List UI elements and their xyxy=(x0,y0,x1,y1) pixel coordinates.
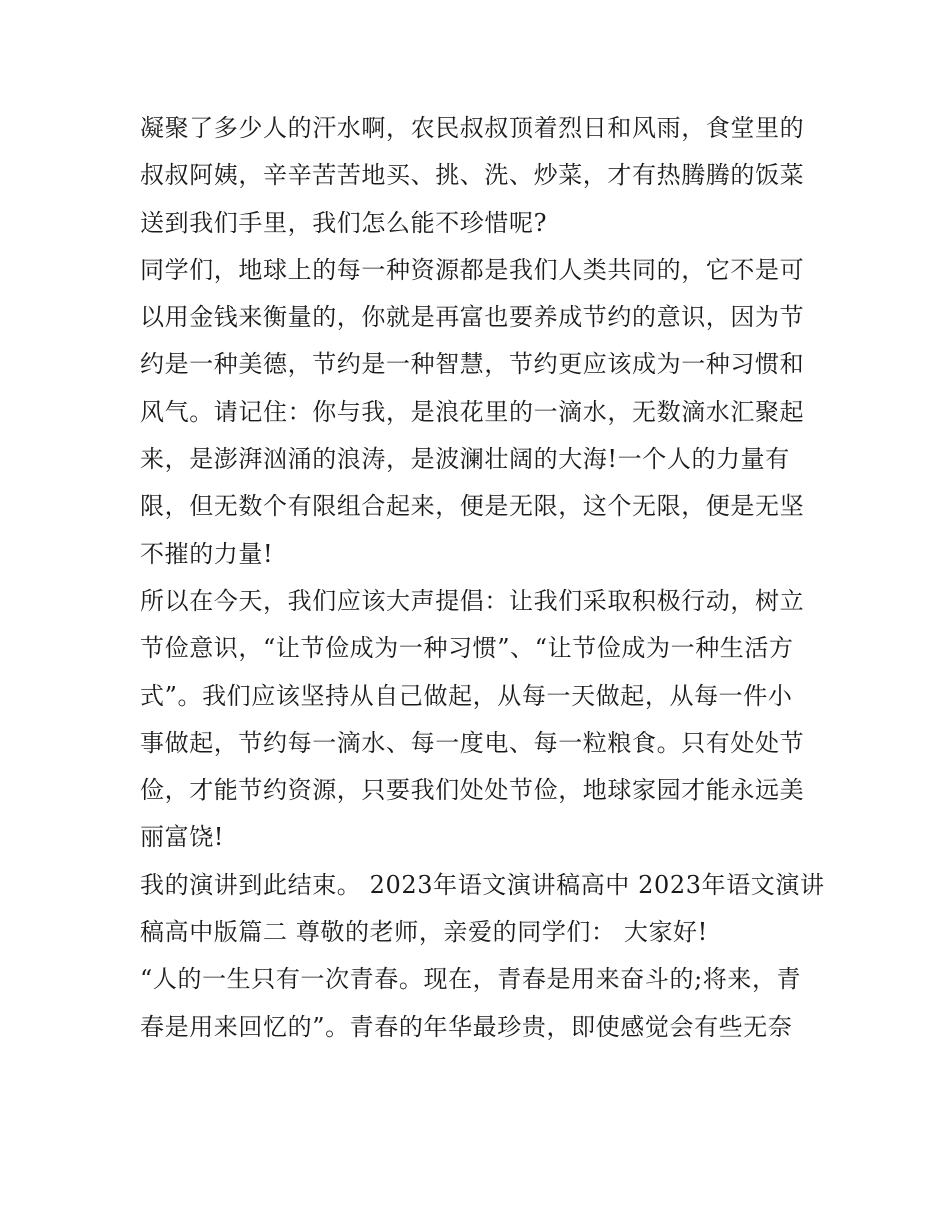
text-line: 所以在今天，我们应该大声提倡：让我们采取积极行动，树立 xyxy=(140,586,805,615)
text-line: 春是用来回忆的”。青春的年华最珍贵，即使感觉会有些无奈 xyxy=(140,1012,793,1041)
text-line: 送到我们手里，我们怎么能不珍惜呢? xyxy=(140,208,548,237)
text-line: 限，但无数个有限组合起来，便是无限，这个无限，便是无坚 xyxy=(140,492,805,521)
text-line: 事做起，节约每一滴水、每一度电、每一粒粮食。只有处处节 xyxy=(140,728,805,757)
speech-text-body xyxy=(140,105,825,1051)
text-line: 不摧的力量! xyxy=(140,539,274,568)
text-line: 节俭意识，“让节俭成为一种习惯”、“让节俭成为一种生活方 xyxy=(140,634,794,663)
text-line: 稿高中版篇二 尊敬的老师，亲爱的同学们： 大家好! xyxy=(140,918,708,947)
text-line: “人的一生只有一次青春。现在，青春是用来奋斗的;将来，青 xyxy=(140,965,802,994)
text-line: 叔叔阿姨，辛辛苦苦地买、挑、洗、炒菜，才有热腾腾的饭菜 xyxy=(140,161,805,190)
text-line: 式”。我们应该坚持从自己做起，从每一天做起，从每一件小 xyxy=(140,681,793,710)
text-line: 约是一种美德，节约是一种智慧，节约更应该成为一种习惯和 xyxy=(140,350,805,379)
text-line: 以用金钱来衡量的，你就是再富也要养成节约的意识，因为节 xyxy=(140,303,805,332)
text-line: 风气。请记住：你与我，是浪花里的一滴水，无数滴水汇聚起 xyxy=(140,397,805,426)
text-line: 同学们，地球上的每一种资源都是我们人类共同的，它不是可 xyxy=(140,255,805,284)
text-line: 来，是澎湃汹涌的浪涛，是波澜壮阔的大海!一个人的力量有 xyxy=(140,445,790,474)
text-line: 我的演讲到此结束。 2023年语文演讲稿高中 2023年语文演讲 xyxy=(140,870,825,899)
text-line: 丽富饶! xyxy=(140,823,225,852)
text-line: 凝聚了多少人的汗水啊，农民叔叔顶着烈日和风雨，食堂里的 xyxy=(140,114,805,142)
text-line: 俭，才能节约资源，只要我们处处节俭，地球家园才能永远美 xyxy=(140,776,805,805)
